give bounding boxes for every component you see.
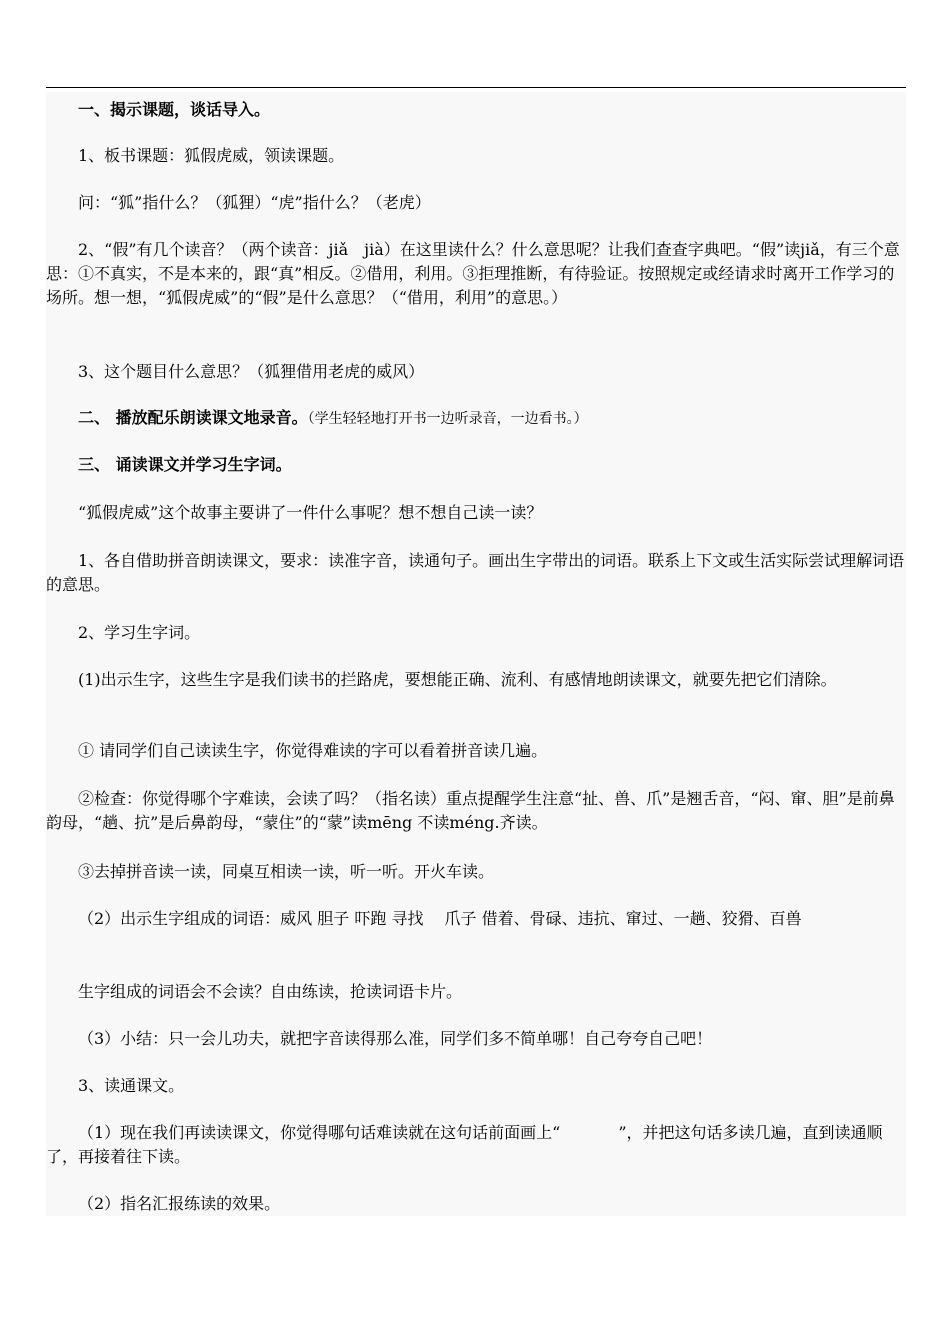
paragraph: 生字组成的词语会不会读？自由练读，抢读词语卡片。 <box>78 982 463 1001</box>
section-2-heading: 二、 播放配乐朗读课文地录音。 <box>78 408 308 427</box>
paragraph: ③去掉拼音读一读，同桌互相读一读，听一听。开火车读。 <box>78 862 495 881</box>
paragraph: 2、学习生字词。 <box>78 623 201 642</box>
paragraph: 问：“狐”指什么？（狐狸）“虎”指什么？（老虎） <box>78 193 431 212</box>
header-rule <box>46 87 906 88</box>
paragraph: ②检查：你觉得哪个字难读，会读了吗？（指名读）重点提醒学生注意“扯、兽、爪”是翘舌音，“闷、窜、胆”是前鼻韵母，“趟、抗”是后鼻韵母，“蒙住”的“蒙”读mēng 不读méng.齐读。 <box>46 789 895 832</box>
paragraph: 3、这个题目什么意思？（狐狸借用老虎的威风） <box>78 362 425 381</box>
paragraph: (1)出示生字，这些生字是我们读书的拦路虎，要想能正确、流利、有感情地朗读课文，就要先把它们清除。 <box>78 670 837 689</box>
section-3-heading: 三、 诵读课文并学习生字词。 <box>78 455 292 474</box>
paragraph-with-blank <box>46 1121 906 1169</box>
section-2-note: （学生轻轻地打开书一边听录音，一边看书。） <box>307 411 588 427</box>
paragraph-part-2: ”，并把这句话多读几遍，直到读通顺了，再接着往下读。 <box>46 1123 883 1166</box>
document-body <box>46 92 906 1216</box>
paragraph: ① 请同学们自己读读生字，你觉得难读的字可以看着拼音读几遍。 <box>78 741 548 760</box>
paragraph: “狐假虎威”这个故事主要讲了一件什么事呢？想不想自己读一读？ <box>78 503 543 522</box>
section-1-heading: 一、揭示课题，谈话导入。 <box>78 100 271 119</box>
paragraph: 2、“假”有几个读音？（两个读音：jiǎ jià）在这里读什么？什么意思呢？让我们查查字典吧。“假”读jiǎ，有三个意思：①不真实，不是本来的，跟“真”相反。②借用，利用。③拒理推断，有待验证。按照规定或经请求时离开工作学习的场所。想一想，“狐假虎威”的“假”是什么意思？（“借用，利用”的意思。） <box>46 240 900 307</box>
paragraph-part-1: （1）现在我们再读读课文，你觉得哪句话难读就在这句话前面画上“ <box>78 1123 561 1142</box>
paragraph: （3）小结：只一会儿功夫，就把字音读得那么准，同学们多不简单哪！自己夸夸自己吧！ <box>78 1029 713 1048</box>
paragraph: 1、板书课题：狐假虎威，领读课题。 <box>78 146 345 165</box>
paragraph: （2）指名汇报练读的效果。 <box>78 1194 281 1213</box>
paragraph: 1、各自借助拼音朗读课文，要求：读准字音，读通句子。画出生字带出的词语。联系上下文或生活实际尝试理解词语的意思。 <box>46 551 905 594</box>
paragraph: 3、读通课文。 <box>78 1076 185 1095</box>
paragraph: （2）出示生字组成的词语：威风 胆子 吓跑 寻找 爪子 借着、骨碌、违抗、窜过、一趟、狡猾、百兽 <box>78 909 802 928</box>
section-2-paragraph <box>46 406 906 431</box>
